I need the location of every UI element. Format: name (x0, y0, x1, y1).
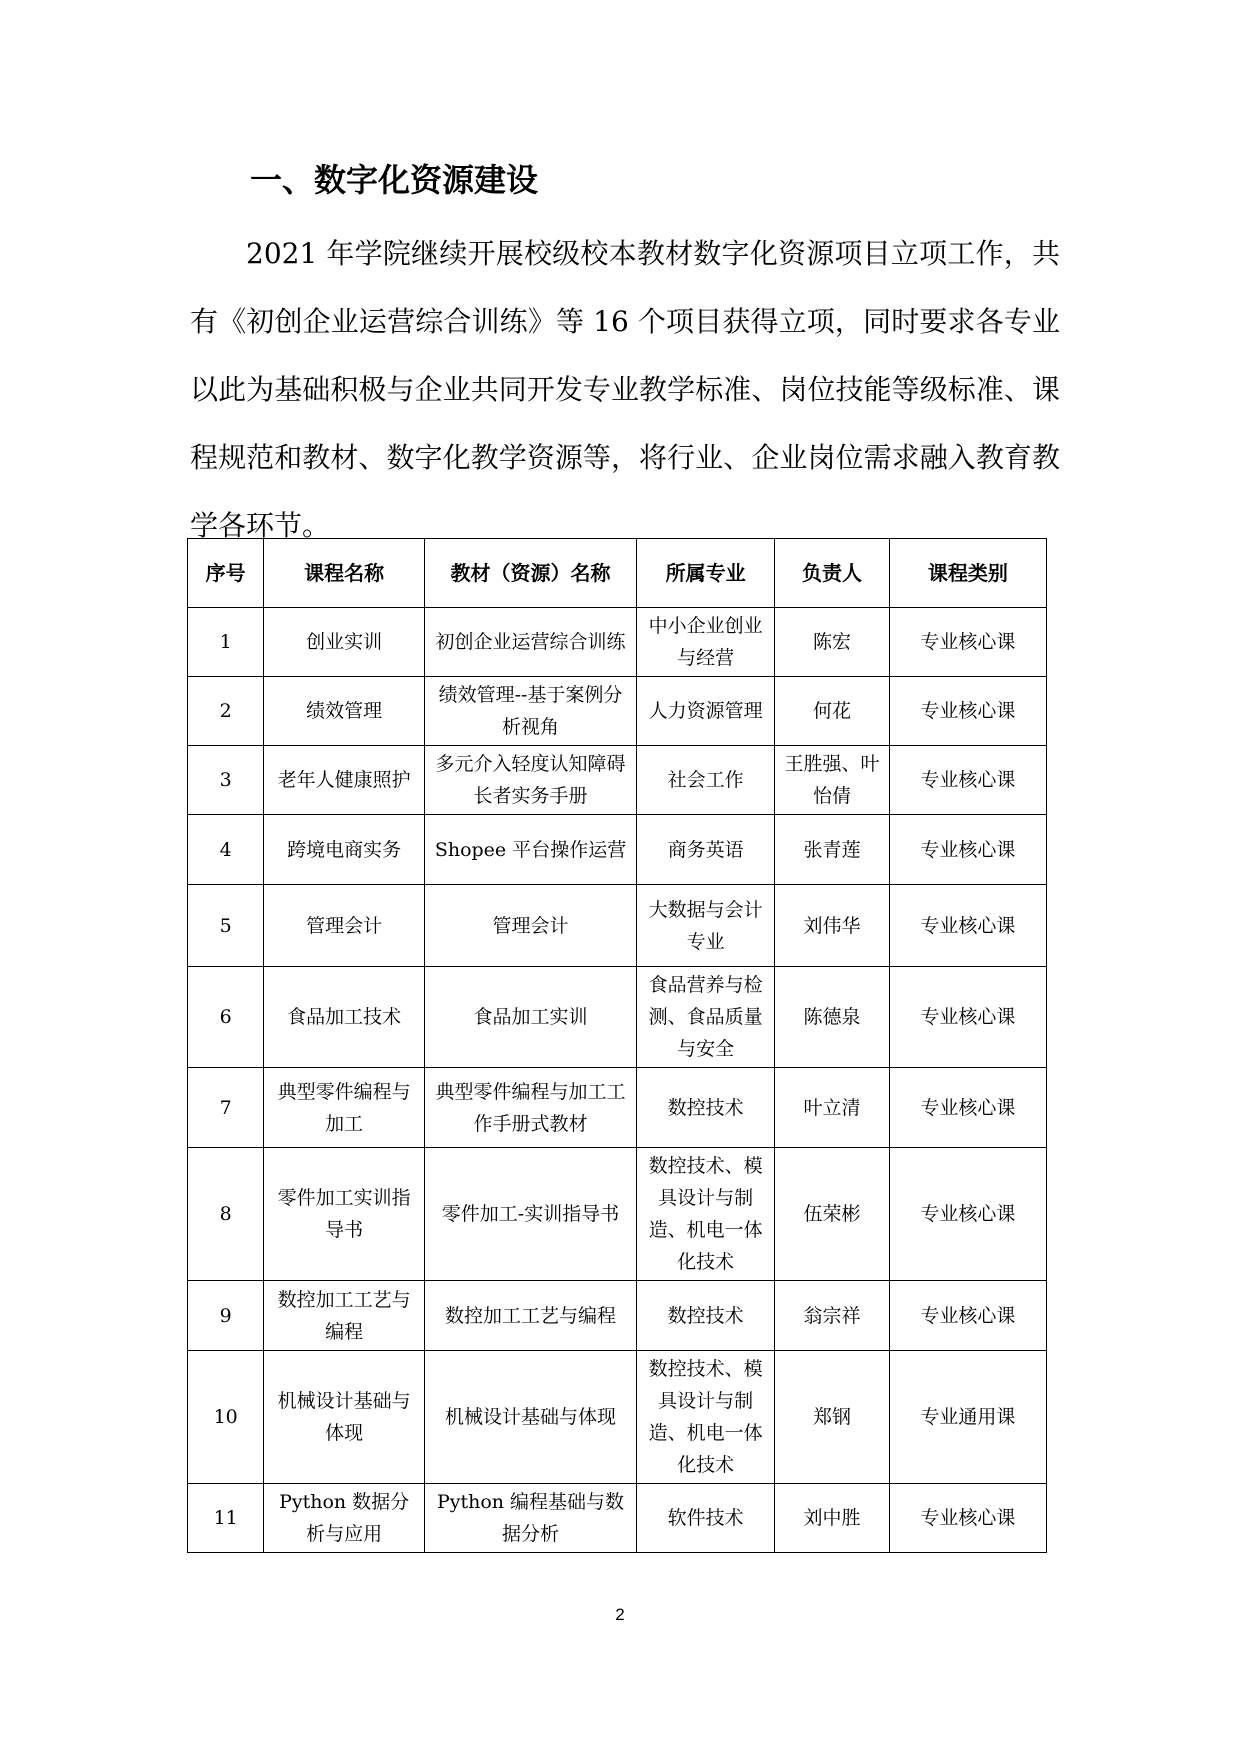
cell-owner: 刘伟华 (775, 885, 890, 967)
cell-course-name: 零件加工实训指导书 (264, 1148, 425, 1281)
cell-major: 商务英语 (637, 815, 775, 885)
cell-major: 社会工作 (637, 746, 775, 815)
header-major: 所属专业 (637, 539, 775, 608)
cell-course-name: 绩效管理 (264, 677, 425, 746)
cell-category: 专业核心课 (889, 1281, 1046, 1351)
cell-owner: 叶立清 (775, 1068, 890, 1148)
cell-owner: 陈德泉 (775, 967, 890, 1068)
cell-owner: 郑钢 (775, 1351, 890, 1484)
cell-material-name: 多元介入轻度认知障碍长者实务手册 (424, 746, 636, 815)
cell-index: 10 (188, 1351, 264, 1484)
cell-category: 专业核心课 (889, 677, 1046, 746)
cell-material-name: 管理会计 (424, 885, 636, 967)
cell-category: 专业核心课 (889, 1484, 1046, 1553)
cell-index: 11 (188, 1484, 264, 1553)
table-row (188, 1068, 1047, 1148)
table-row (188, 967, 1047, 1068)
cell-index: 6 (188, 967, 264, 1068)
body-paragraph: 2021 年学院继续开展校级校本教材数字化资源项目立项工作，共有《初创企业运营综合训练》等 16 个项目获得立项，同时要求各专业以此为基础积极与企业共同开发专业教学标准、岗位技能等级标准、课程规范和教材、数字化教学资源等，将行业、企业岗位需求融入教育教学各环节。 (190, 237, 1060, 542)
page-number: 2 (615, 1605, 625, 1624)
cell-major: 软件技术 (637, 1484, 775, 1553)
cell-owner: 张青莲 (775, 815, 890, 885)
cell-index: 2 (188, 677, 264, 746)
cell-index: 8 (188, 1148, 264, 1281)
cell-major: 数控技术 (637, 1281, 775, 1351)
cell-index: 9 (188, 1281, 264, 1351)
header-material-name: 教材（资源）名称 (424, 539, 636, 608)
cell-category: 专业核心课 (889, 1068, 1046, 1148)
table-row (188, 1484, 1047, 1553)
cell-course-name: 跨境电商实务 (264, 815, 425, 885)
cell-index: 3 (188, 746, 264, 815)
cell-course-name: 老年人健康照护 (264, 746, 425, 815)
table-row (188, 1281, 1047, 1351)
cell-index: 5 (188, 885, 264, 967)
table-row (188, 885, 1047, 967)
header-course-name: 课程名称 (264, 539, 425, 608)
cell-course-name: 食品加工技术 (264, 967, 425, 1068)
cell-owner: 何花 (775, 677, 890, 746)
cell-category: 专业核心课 (889, 746, 1046, 815)
table-row (188, 746, 1047, 815)
cell-course-name: 管理会计 (264, 885, 425, 967)
header-index: 序号 (188, 539, 264, 608)
cell-material-name: 初创企业运营综合训练 (424, 608, 636, 677)
cell-index: 4 (188, 815, 264, 885)
cell-material-name: 零件加工-实训指导书 (424, 1148, 636, 1281)
table-row (188, 1148, 1047, 1281)
cell-course-name: 典型零件编程与加工 (264, 1068, 425, 1148)
header-category: 课程类别 (889, 539, 1046, 608)
header-owner: 负责人 (775, 539, 890, 608)
cell-major: 数控技术 (637, 1068, 775, 1148)
cell-major: 中小企业创业与经营 (637, 608, 775, 677)
cell-major: 数控技术、模具设计与制造、机电一体化技术 (637, 1351, 775, 1484)
cell-course-name: 机械设计基础与体现 (264, 1351, 425, 1484)
cell-owner: 陈宏 (775, 608, 890, 677)
cell-material-name: 食品加工实训 (424, 967, 636, 1068)
cell-category: 专业核心课 (889, 815, 1046, 885)
cell-index: 1 (188, 608, 264, 677)
cell-course-name: Python 数据分析与应用 (264, 1484, 425, 1553)
resource-table (187, 538, 1047, 1553)
cell-major: 大数据与会计专业 (637, 885, 775, 967)
cell-course-name: 创业实训 (264, 608, 425, 677)
cell-category: 专业核心课 (889, 967, 1046, 1068)
cell-owner: 刘中胜 (775, 1484, 890, 1553)
cell-material-name: 典型零件编程与加工工作手册式教材 (424, 1068, 636, 1148)
cell-category: 专业核心课 (889, 608, 1046, 677)
cell-category: 专业核心课 (889, 885, 1046, 967)
cell-material-name: Shopee 平台操作运营 (424, 815, 636, 885)
cell-owner: 王胜强、叶怡倩 (775, 746, 890, 815)
table-row (188, 1351, 1047, 1484)
table-row (188, 677, 1047, 746)
cell-major: 数控技术、模具设计与制造、机电一体化技术 (637, 1148, 775, 1281)
section-heading: 一、数字化资源建设 (250, 161, 539, 199)
cell-material-name: Python 编程基础与数据分析 (424, 1484, 636, 1553)
cell-owner: 翁宗祥 (775, 1281, 890, 1351)
cell-category: 专业通用课 (889, 1351, 1046, 1484)
cell-owner: 伍荣彬 (775, 1148, 890, 1281)
cell-course-name: 数控加工工艺与编程 (264, 1281, 425, 1351)
cell-material-name: 绩效管理--基于案例分析视角 (424, 677, 636, 746)
cell-index: 7 (188, 1068, 264, 1148)
cell-material-name: 数控加工工艺与编程 (424, 1281, 636, 1351)
cell-major: 食品营养与检测、食品质量与安全 (637, 967, 775, 1068)
cell-material-name: 机械设计基础与体现 (424, 1351, 636, 1484)
table-row (188, 608, 1047, 677)
cell-category: 专业核心课 (889, 1148, 1046, 1281)
table-header-row (188, 539, 1047, 608)
table-row (188, 815, 1047, 885)
cell-major: 人力资源管理 (637, 677, 775, 746)
